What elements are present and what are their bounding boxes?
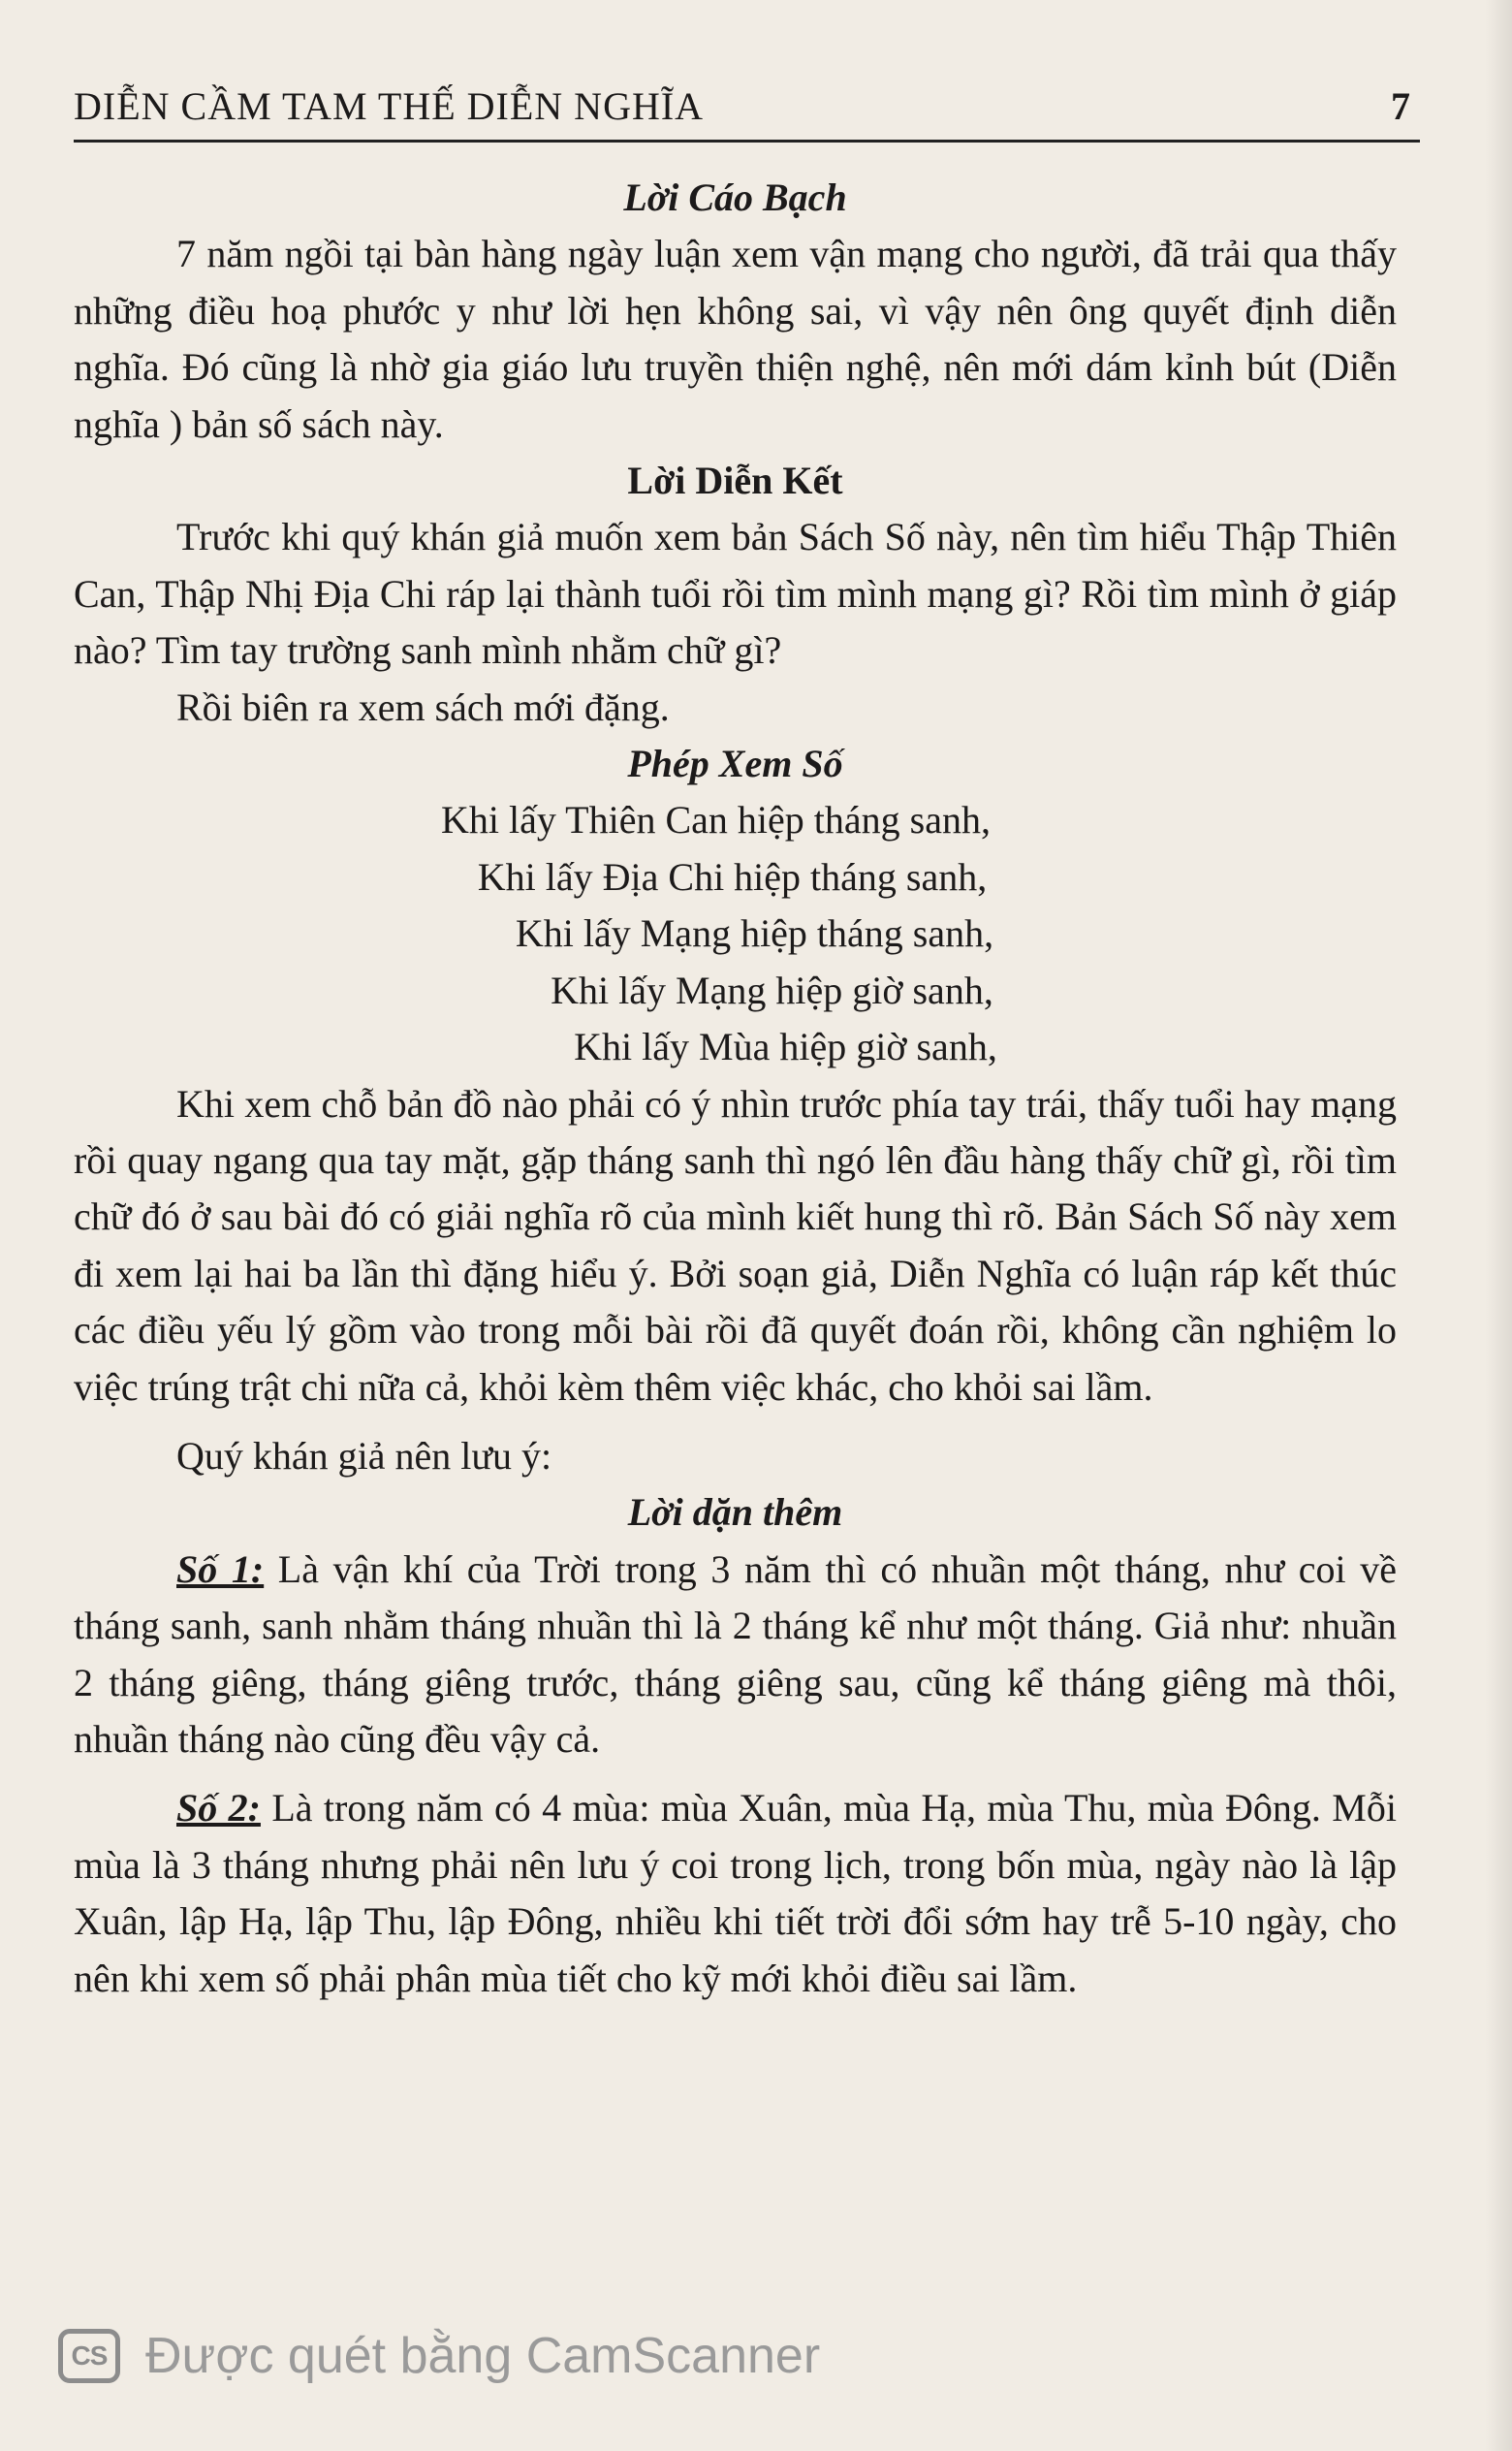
verse-line: Khi lấy Thiên Can hiệp tháng sanh, (441, 798, 991, 843)
section-title-dien-ket: Lời Diễn Kết (627, 459, 843, 503)
paragraph-phep-xem-so-2: Quý khán giả nên lưu ý: (176, 1433, 552, 1478)
paragraph-phep-xem-so-1: Khi xem chỗ bản đồ nào phải có ý nhìn trước phía tay trái, thấy tuổi hay mạng rồi quay ngang qua tay mặt, gặp tháng sanh thì ngó lên đầu hàng thấy chữ gì, rồi tìm chữ đó ở sau bài đó có giải nghĩa rõ của mình kiết hung thì rõ. Bản Sách Số này xem đi xem lại hai ba lần thì đặng hiểu ý. Bởi soạn giả, Diễn Nghĩa có luận ráp kết thúc các điều yếu lý gồm vào trong mỗi bài rồi đã quyết đoán rồi, không cần nghiệm lo việc trúng trật chi nữa cả, khỏi kèm thêm việc khác, cho khỏi sai lầm. (74, 1081, 1397, 1409)
section-title-phep-xem-so: Phép Xem Số (627, 742, 843, 786)
camscanner-caption: Được quét bằng CamScanner (145, 2328, 821, 2384)
verse-line: Khi lấy Mùa hiệp giờ sanh, (574, 1025, 997, 1069)
section-title-cao-bach: Lời Cáo Bạch (623, 175, 847, 219)
section-title-dan-them: Lời dặn thêm (627, 1490, 843, 1535)
paragraph-dien-ket-1: Trước khi quý khán giả muốn xem bản Sách Số này, nên tìm hiểu Thập Thiên Can, Thập Nhị Địa Chi ráp lại thành tuổi rồi tìm mình mạng gì? Rồi tìm mình ở giáp nào? Tìm tay trường sanh mình nhằm chữ gì? (74, 515, 1397, 673)
camscanner-watermark (58, 2322, 820, 2390)
verse-line: Khi lấy Mạng hiệp tháng sanh, (515, 911, 994, 956)
so-1-text: Là vận khí của Trời trong 3 năm thì có nhuần một tháng, như coi về tháng sanh, sanh nhằm tháng nhuần thì là 2 tháng kể như một tháng. Giả như: nhuần 2 tháng giêng, tháng giêng trước, tháng giêng sau, cũng kể tháng giêng mà thôi, nhuần tháng nào cũng đều vậy cả. (74, 1546, 1397, 1761)
verse-line: Khi lấy Mạng hiệp giờ sanh, (551, 968, 993, 1012)
camscanner-logo-icon: CS (58, 2329, 120, 2383)
so-2-label: Số 2: (176, 1786, 261, 1830)
page-number: 7 (1391, 84, 1410, 128)
paragraph-dien-ket-2: Rồi biên ra xem sách mới đặng. (176, 684, 670, 729)
page-header (74, 80, 1420, 143)
paragraph-so-2 (74, 1780, 1397, 2007)
page-body (74, 170, 1397, 2007)
page-edge-shadow (1485, 0, 1512, 2451)
verse-line: Khi lấy Địa Chi hiệp tháng sanh, (477, 854, 988, 899)
verse-block (74, 792, 1397, 1075)
so-2-text: Là trong năm có 4 mùa: mùa Xuân, mùa Hạ, mùa Thu, mùa Đông. Mỗi mùa là 3 tháng nhưng phải nên lưu ý coi trong lịch, trong bốn mùa, ngày nào là lập Xuân, lập Hạ, lập Thu, lập Đông, nhiều khi tiết trời đổi sớm hay trễ 5-10 ngày, cho nên khi xem số phải phân mùa tiết cho kỹ mới khỏi điều sai lầm. (74, 1786, 1397, 2000)
paragraph-cao-bach: 7 năm ngồi tại bàn hàng ngày luận xem vận mạng cho người, đã trải qua thấy những điều hoạ phước y như lời hẹn không sai, vì vậy nên ông quyết định diễn nghĩa. Đó cũng là nhờ gia giáo lưu truyền thiện nghệ, nên mới dám kỉnh bút (Diễn nghĩa ) bản số sách này. (74, 232, 1397, 446)
running-title: DIỄN CẦM TAM THẾ DIỄN NGHĨA (74, 84, 705, 128)
paragraph-so-1 (74, 1542, 1397, 1768)
so-1-label: Số 1: (176, 1546, 265, 1591)
